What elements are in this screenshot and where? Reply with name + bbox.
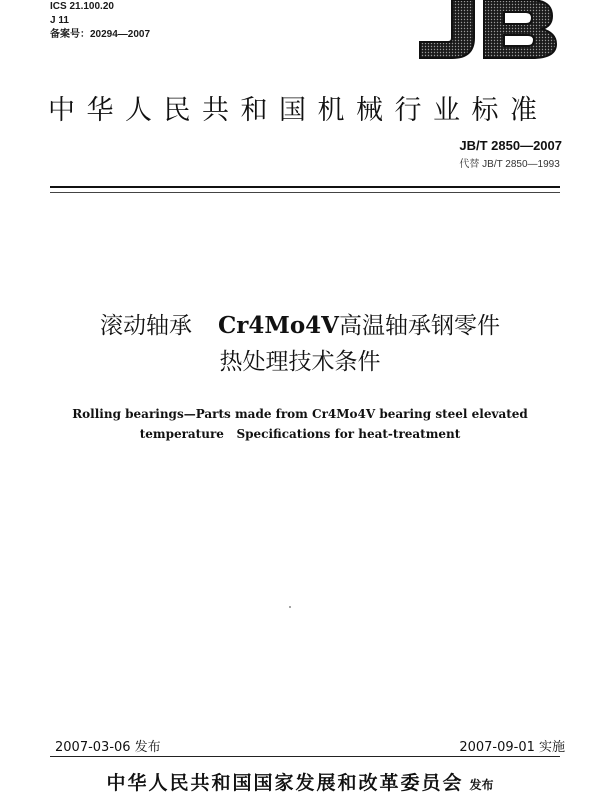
- standard-number: JB/T 2850—2007: [459, 138, 562, 153]
- publish-label: 发布: [469, 778, 494, 792]
- issuer: [0, 768, 600, 795]
- standard-category-title: 中华人民共和国机械行业标准: [48, 95, 549, 126]
- decorative-dot: [289, 606, 291, 608]
- issuing-organization: 中华人民共和国国家发展和改革委员会: [106, 772, 464, 794]
- english-title: [0, 404, 600, 444]
- class-code: J 11: [50, 15, 69, 26]
- classification-codes: [50, 0, 150, 42]
- chinese-title-line-1: [0, 308, 600, 344]
- ics-code: ICS 21.100.20: [50, 1, 114, 12]
- english-title-line-2: temperature Specifications for heat-treatment: [139, 427, 461, 441]
- standard-number-block: [459, 138, 562, 170]
- title-suffix: 高温轴承钢零件: [339, 313, 501, 339]
- title-steel-grade: Cr4Mo4V: [217, 312, 340, 339]
- footer-rule: [50, 756, 560, 757]
- chinese-title-line-2: 热处理技术条件: [219, 349, 381, 375]
- header-rule-thick: [50, 186, 560, 188]
- english-title-line-1: Rolling bearings—Parts made from Cr4Mo4V bearing steel elevated: [72, 407, 528, 421]
- issue-date: 2007-03-06 发布: [55, 740, 161, 755]
- header-rule-thin: [50, 192, 560, 193]
- filing-number: 备案号：20294—2007: [50, 29, 151, 40]
- title-prefix: 滚动轴承: [99, 313, 192, 339]
- jb-logo: [412, 0, 562, 60]
- replaces-standard: 代替 JB/T 2850—1993: [459, 159, 560, 170]
- chinese-title: [0, 308, 600, 380]
- effective-date: 2007-09-01 实施: [459, 740, 565, 755]
